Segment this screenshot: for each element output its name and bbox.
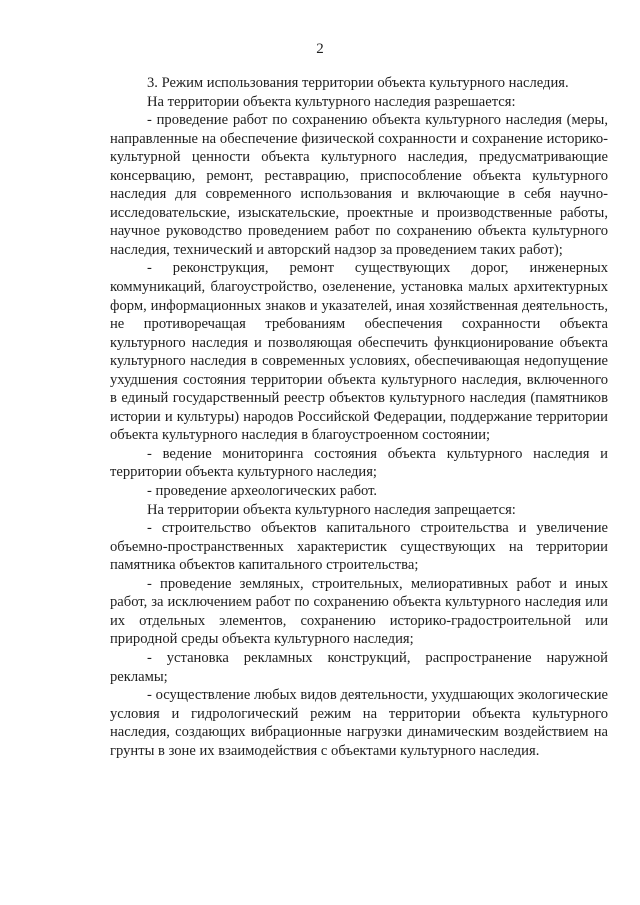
- allowed-item-preservation: - проведение работ по сохранению объекта культурного наследия (меры, направленные на обеспечение физической сохранности и сохранение историко-культурной ценности объекта культурного наследия, предусматривающие консервацию, ремонт, реставрацию, приспособление объекта культурного наследия для современного использования и включающие в себя научно-исследовательские, изыскательские, проектные и производственные работы, научное руководство проведением работ по сохранению объекта культурного наследия, технический и авторский надзор за проведением таких работ);: [110, 112, 608, 258]
- prohibited-item-construction: - строительство объектов капитального строительства и увеличение объемно-пространственных характеристик существующих на территории памятника объектов капитального строительства;: [110, 520, 608, 574]
- allowed-intro: На территории объекта культурного наследия разрешается:: [147, 93, 516, 110]
- allowed-item-reconstruction: - реконструкция, ремонт существующих дорог, инженерных коммуникаций, благоустройство, озеленение, установка малых архитектурных форм, информационных знаков и указателей, иная хозяйственная деятельность, не противоречащая требованиям обеспечения сохранности объекта культурного наследия и позволяющая обеспечить функционирование объекта культурного наследия в современных условиях, обеспечивающая недопущение ухудшения состояния территории объекта культурного наследия, включенного в единый государственный реестр объектов культурного наследия (памятников истории и культуры) народов Российской Федерации, поддержание территории объекта культурного наследия в благоустроенном состоянии;: [110, 260, 608, 444]
- section-heading: 3. Режим использования территории объекта культурного наследия.: [147, 75, 569, 91]
- prohibited-item-advertising: - установка рекламных конструкций, распространение наружной рекламы;: [110, 649, 608, 685]
- document-body: [110, 74, 608, 760]
- allowed-item-archaeology: - проведение археологических работ.: [147, 483, 378, 500]
- prohibited-item-earthworks: - проведение земляных, строительных, мелиоративных работ и иных работ, за исключением работ по сохранению объекта культурного наследия или их отдельных элементов, сохранению историко-градостроительной или природной среды объекта культурного наследия;: [110, 575, 608, 648]
- prohibited-intro: На территории объекта культурного наследия запрещается:: [147, 501, 516, 518]
- allowed-item-monitoring: - ведение мониторинга состояния объекта культурного наследия и территории объекта культурного наследия;: [110, 445, 608, 481]
- page-number: 2: [316, 41, 324, 57]
- prohibited-item-ecology: - осуществление любых видов деятельности, ухудшающих экологические условия и гидрологический режим на территории объекта культурного наследия, создающих вибрационные нагрузки динамическим воздействием на грунты в зоне их взаимодействия с объектами культурного наследия.: [110, 687, 608, 759]
